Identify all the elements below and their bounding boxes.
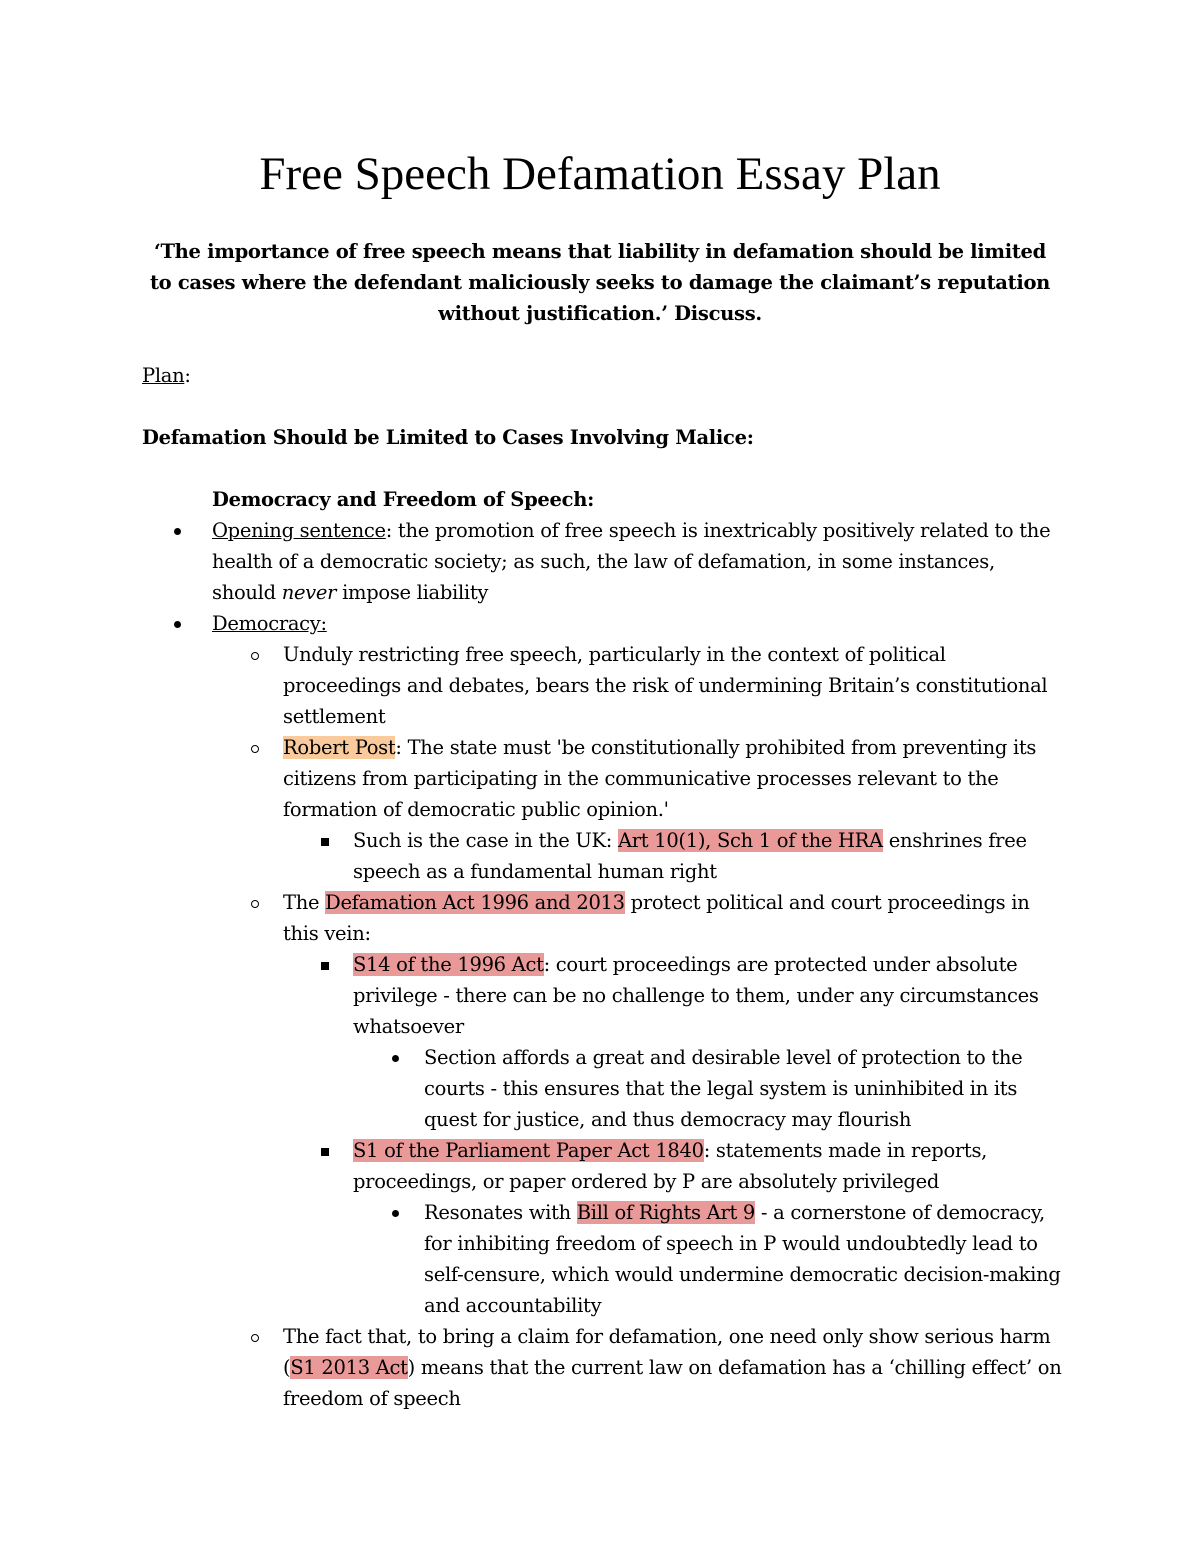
s14-highlight: S14 of the 1996 Act	[353, 953, 544, 976]
page-title: Free Speech Defamation Essay Plan	[259, 148, 941, 200]
bullet-square-icon	[321, 1135, 329, 1166]
uk-case-pre: Such is the case in the UK:	[353, 829, 618, 852]
bill-of-rights-highlight: Bill of Rights Art 9	[576, 1201, 756, 1224]
essay-prompt: ‘The importance of free speech means that liability in defamation should be limited to cases where the defendant maliciously seeks to damage the claimant’s reputation without justification.’ Discuss.	[149, 240, 1051, 325]
opening-emphasis: never	[281, 581, 337, 604]
list-item-defamation-acts	[142, 887, 1062, 949]
bullet-circle-icon	[251, 1321, 259, 1352]
unduly-text: Unduly restricting free speech, particularly in the context of political proceedings and debates, bears the risk of undermining Britain’s constitutional settlement	[283, 643, 1048, 728]
section-heading: Defamation Should be Limited to Cases Involving Malice:	[142, 426, 754, 449]
uk-case-post: enshrines free speech as a fundamental human right	[353, 829, 1027, 883]
list-item-opening	[142, 515, 1062, 608]
s1-note-post: - a cornerstone of democracy, for inhibiting freedom of speech in P would undoubtedly lead to self-censure, which would undermine democratic decision-making and accountability	[424, 1201, 1061, 1317]
harm-post: ) means that the current law on defamation has a ‘chilling effect’ on freedom of speech	[283, 1356, 1062, 1410]
opening-label: Opening sentence	[212, 519, 386, 542]
s14-note-text: Section affords a great and desirable level of protection to the courts - this ensures that the legal system is uninhibited in its quest for justice, and thus democracy may flourish	[424, 1046, 1023, 1131]
plan-label-text: Plan	[142, 364, 185, 387]
bullet-list	[142, 515, 1062, 1414]
bullet-circle-icon	[251, 732, 259, 763]
list-item-s14	[142, 949, 1062, 1042]
list-item-s1-1840	[142, 1135, 1062, 1197]
plan-label-colon: :	[184, 364, 191, 387]
s1-note-pre: Resonates with	[424, 1201, 577, 1224]
opening-text-b: impose liability	[336, 581, 489, 604]
robert-post-text: : The state must 'be constitutionally prohibited from preventing its citizens from participating in the communicative processes relevant to the formation of democratic public opinion.'	[283, 736, 1037, 821]
bullet-circle-icon	[251, 639, 259, 670]
bullet-disc-icon	[392, 1197, 399, 1228]
robert-post-highlight: Robert Post	[283, 736, 396, 759]
acts-pre: The	[283, 891, 326, 914]
list-item-s14-note	[142, 1042, 1062, 1135]
outline	[142, 484, 1062, 1414]
list-item-democracy	[142, 608, 1062, 639]
bullet-disc-icon	[392, 1042, 399, 1073]
list-item-uk-case	[142, 825, 1062, 887]
bullet-square-icon	[321, 825, 329, 856]
list-item-s1-note	[142, 1197, 1062, 1321]
s1-2013-highlight: S1 2013 Act	[290, 1356, 408, 1379]
subheading: Democracy and Freedom of Speech:	[212, 488, 594, 511]
list-item-serious-harm	[142, 1321, 1062, 1414]
bullet-circle-icon	[251, 887, 259, 918]
bullet-disc-icon	[174, 608, 181, 639]
list-item-unduly	[142, 639, 1062, 732]
democracy-label: Democracy:	[212, 612, 327, 635]
s14-text: : court proceedings are protected under absolute privilege - there can be no challenge to them, under any circumstances whatsoever	[353, 953, 1039, 1038]
harm-pre: The fact that, to bring a claim for defamation, one need only show serious harm (	[283, 1325, 1051, 1379]
hra-highlight: Art 10(1), Sch 1 of the HRA	[617, 829, 883, 852]
opening-text-a: : the promotion of free speech is inextricably positively related to the health of a democratic society; as such, the law of defamation, in some instances, should	[212, 519, 1051, 604]
acts-post: protect political and court proceedings in this vein:	[283, 891, 1030, 945]
defamation-acts-highlight: Defamation Act 1996 and 2013	[325, 891, 625, 914]
parliament-paper-act-highlight: S1 of the Parliament Paper Act 1840	[353, 1139, 704, 1162]
bullet-disc-icon	[174, 515, 181, 546]
plan-label	[142, 360, 191, 391]
bullet-square-icon	[321, 949, 329, 980]
list-item-robert-post	[142, 732, 1062, 825]
s1-text: : statements made in reports, proceedings, or paper ordered by P are absolutely privileged	[353, 1139, 988, 1193]
